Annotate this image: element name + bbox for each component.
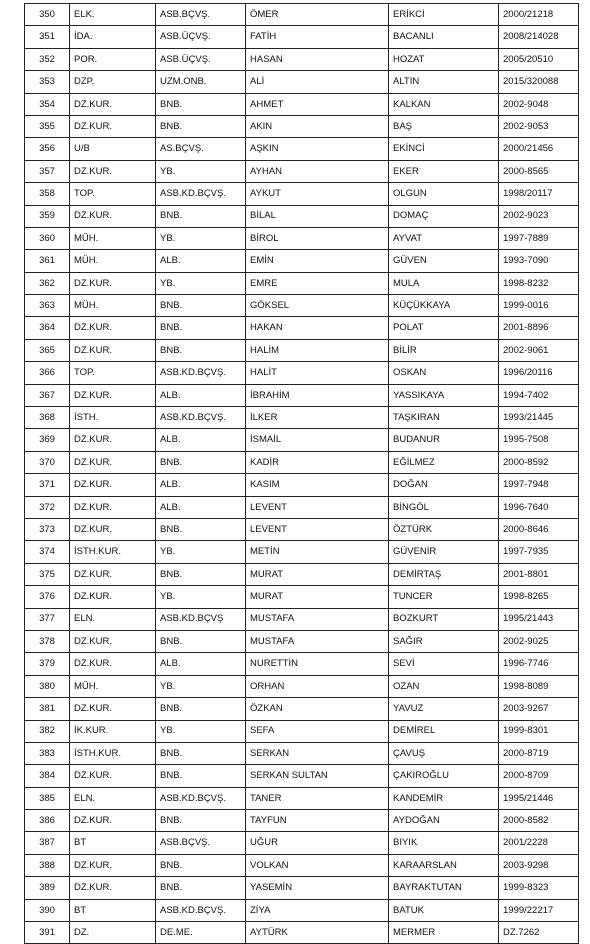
first-name-cell: ÖZKAN	[246, 698, 389, 720]
table-row	[25, 854, 579, 876]
row-number-cell: 377	[25, 608, 70, 630]
first-name-cell: NURETTİN	[246, 653, 389, 675]
registry-number-cell: 2005/20510	[499, 48, 579, 70]
personnel-table	[24, 3, 579, 944]
rank-cell: BNB.	[156, 451, 246, 473]
unit-cell: DZ.KUR.	[70, 317, 156, 339]
registry-number-cell: 2002-9053	[499, 115, 579, 137]
surname-cell: TAŞKIRAN	[389, 407, 499, 429]
rank-cell: ASB.BÇVŞ.	[156, 832, 246, 854]
rank-cell: ALB.	[156, 250, 246, 272]
row-number-cell: 384	[25, 765, 70, 787]
first-name-cell: SERKAN SULTAN	[246, 765, 389, 787]
row-number-cell: 389	[25, 877, 70, 899]
row-number-cell: 371	[25, 474, 70, 496]
rank-cell: ALB.	[156, 496, 246, 518]
row-number-cell: 370	[25, 451, 70, 473]
first-name-cell: HAKAN	[246, 317, 389, 339]
unit-cell: POR.	[70, 48, 156, 70]
unit-cell: İSTH.KUR.	[70, 742, 156, 764]
row-number-cell: 382	[25, 720, 70, 742]
surname-cell: ÇAVUŞ	[389, 742, 499, 764]
table-row	[25, 362, 579, 384]
first-name-cell: METİN	[246, 541, 389, 563]
table-row	[25, 586, 579, 608]
first-name-cell: VOLKAN	[246, 854, 389, 876]
unit-cell: BT	[70, 832, 156, 854]
registry-number-cell: 2002-9023	[499, 205, 579, 227]
first-name-cell: HASAN	[246, 48, 389, 70]
registry-number-cell: 1999-8323	[499, 877, 579, 899]
rank-cell: YB.	[156, 160, 246, 182]
surname-cell: BİLİR	[389, 339, 499, 361]
surname-cell: KANDEMİR	[389, 787, 499, 809]
rank-cell: BNB.	[156, 563, 246, 585]
row-number-cell: 376	[25, 586, 70, 608]
first-name-cell: MURAT	[246, 563, 389, 585]
unit-cell: DZ.	[70, 922, 156, 944]
row-number-cell: 385	[25, 787, 70, 809]
table-row	[25, 295, 579, 317]
unit-cell: İSTH.	[70, 407, 156, 429]
row-number-cell: 378	[25, 630, 70, 652]
surname-cell: EKİNCİ	[389, 138, 499, 160]
registry-number-cell: 2001/2228	[499, 832, 579, 854]
registry-number-cell: 1999/22217	[499, 899, 579, 921]
unit-cell: DZ.KUR.	[70, 698, 156, 720]
unit-cell: İSTH.KUR.	[70, 541, 156, 563]
row-number-cell: 387	[25, 832, 70, 854]
surname-cell: BOZKURT	[389, 608, 499, 630]
registry-number-cell: 1993/21445	[499, 407, 579, 429]
registry-number-cell: 1999-0016	[499, 295, 579, 317]
surname-cell: DEMİRTAŞ	[389, 563, 499, 585]
table-row	[25, 407, 579, 429]
first-name-cell: BİLAL	[246, 205, 389, 227]
table-row	[25, 922, 579, 944]
table-row	[25, 384, 579, 406]
row-number-cell: 381	[25, 698, 70, 720]
rank-cell: YB.	[156, 675, 246, 697]
unit-cell: DZ.KUR.	[70, 339, 156, 361]
surname-cell: YAVUZ	[389, 698, 499, 720]
rank-cell: ASB.KD.BÇVŞ.	[156, 787, 246, 809]
row-number-cell: 363	[25, 295, 70, 317]
registry-number-cell: 1997-7948	[499, 474, 579, 496]
registry-number-cell: 1995-7508	[499, 429, 579, 451]
unit-cell: DZ.KUR.	[70, 451, 156, 473]
table-row	[25, 48, 579, 70]
registry-number-cell: 1998-8265	[499, 586, 579, 608]
unit-cell: U/B	[70, 138, 156, 160]
surname-cell: ERİKCİ	[389, 4, 499, 26]
row-number-cell: 383	[25, 742, 70, 764]
first-name-cell: KADİR	[246, 451, 389, 473]
table-row	[25, 474, 579, 496]
registry-number-cell: 2002-9025	[499, 630, 579, 652]
row-number-cell: 368	[25, 407, 70, 429]
surname-cell: KALKAN	[389, 93, 499, 115]
row-number-cell: 351	[25, 26, 70, 48]
registry-number-cell: 1995/21446	[499, 787, 579, 809]
unit-cell: DZ.KUR.	[70, 474, 156, 496]
row-number-cell: 365	[25, 339, 70, 361]
row-number-cell: 386	[25, 810, 70, 832]
unit-cell: DZ.KUR.	[70, 272, 156, 294]
first-name-cell: İLKER	[246, 407, 389, 429]
registry-number-cell: 2002-9061	[499, 339, 579, 361]
unit-cell: ELN.	[70, 608, 156, 630]
table-row	[25, 183, 579, 205]
surname-cell: OSKAN	[389, 362, 499, 384]
unit-cell: MÜH.	[70, 227, 156, 249]
unit-cell: DZ.KUR.	[70, 854, 156, 876]
first-name-cell: AŞKIN	[246, 138, 389, 160]
rank-cell: ALB.	[156, 474, 246, 496]
rank-cell: ASB.KD.BÇVŞ.	[156, 362, 246, 384]
unit-cell: ELK.	[70, 4, 156, 26]
surname-cell: BİNGÖL	[389, 496, 499, 518]
unit-cell: DZ.KUR.	[70, 810, 156, 832]
first-name-cell: KASIM	[246, 474, 389, 496]
table-row	[25, 93, 579, 115]
unit-cell: DZ.KUR.	[70, 384, 156, 406]
rank-cell: BNB.	[156, 810, 246, 832]
rank-cell: YB.	[156, 227, 246, 249]
first-name-cell: MUSTAFA	[246, 630, 389, 652]
row-number-cell: 366	[25, 362, 70, 384]
surname-cell: BAŞ	[389, 115, 499, 137]
unit-cell: DZ.KUR.	[70, 653, 156, 675]
table-row	[25, 138, 579, 160]
registry-number-cell: 2000-8565	[499, 160, 579, 182]
surname-cell: BACANLI	[389, 26, 499, 48]
table-row	[25, 250, 579, 272]
rank-cell: YB.	[156, 720, 246, 742]
surname-cell: DEMİREL	[389, 720, 499, 742]
surname-cell: BUDANUR	[389, 429, 499, 451]
rank-cell: UZM.ONB.	[156, 71, 246, 93]
rank-cell: YB.	[156, 541, 246, 563]
table-row	[25, 115, 579, 137]
surname-cell: DOMAÇ	[389, 205, 499, 227]
surname-cell: BATUK	[389, 899, 499, 921]
registry-number-cell: 1994-7402	[499, 384, 579, 406]
surname-cell: AYVAT	[389, 227, 499, 249]
first-name-cell: ZİYA	[246, 899, 389, 921]
surname-cell: AYDOĞAN	[389, 810, 499, 832]
first-name-cell: TAYFUN	[246, 810, 389, 832]
first-name-cell: BİROL	[246, 227, 389, 249]
table-row	[25, 272, 579, 294]
surname-cell: SAĞIR	[389, 630, 499, 652]
first-name-cell: HALİM	[246, 339, 389, 361]
registry-number-cell: 2000-8719	[499, 742, 579, 764]
surname-cell: SEVİ	[389, 653, 499, 675]
row-number-cell: 350	[25, 4, 70, 26]
table-row	[25, 742, 579, 764]
first-name-cell: HALİT	[246, 362, 389, 384]
rank-cell: ALB.	[156, 429, 246, 451]
table-row	[25, 541, 579, 563]
rank-cell: DE.ME.	[156, 922, 246, 944]
surname-cell: DOĞAN	[389, 474, 499, 496]
unit-cell: DZ.KUR.	[70, 630, 156, 652]
row-number-cell: 353	[25, 71, 70, 93]
row-number-cell: 357	[25, 160, 70, 182]
rank-cell: ASB.ÜÇVŞ.	[156, 48, 246, 70]
first-name-cell: ORHAN	[246, 675, 389, 697]
registry-number-cell: 1996-7640	[499, 496, 579, 518]
rank-cell: BNB.	[156, 698, 246, 720]
first-name-cell: YASEMİN	[246, 877, 389, 899]
registry-number-cell: 2001-8801	[499, 563, 579, 585]
registry-number-cell: 1998-8089	[499, 675, 579, 697]
table-row	[25, 675, 579, 697]
row-number-cell: 358	[25, 183, 70, 205]
unit-cell: DZ.KUR.	[70, 429, 156, 451]
row-number-cell: 390	[25, 899, 70, 921]
registry-number-cell: 1996/20116	[499, 362, 579, 384]
row-number-cell: 360	[25, 227, 70, 249]
surname-cell: BAYRAKTUTAN	[389, 877, 499, 899]
registry-number-cell: 1996-7746	[499, 653, 579, 675]
rank-cell: AS.BÇVŞ.	[156, 138, 246, 160]
rank-cell: BNB.	[156, 877, 246, 899]
registry-number-cell: 2015/320088	[499, 71, 579, 93]
table-row	[25, 832, 579, 854]
unit-cell: DZ.KUR.	[70, 93, 156, 115]
rank-cell: BNB.	[156, 295, 246, 317]
surname-cell: EĞİLMEZ	[389, 451, 499, 473]
first-name-cell: SERKAN	[246, 742, 389, 764]
unit-cell: DZ.KUR.	[70, 160, 156, 182]
surname-cell: BIYIK	[389, 832, 499, 854]
registry-number-cell: 2003-9267	[499, 698, 579, 720]
row-number-cell: 359	[25, 205, 70, 227]
row-number-cell: 372	[25, 496, 70, 518]
surname-cell: GÜVENİR	[389, 541, 499, 563]
table-row	[25, 720, 579, 742]
unit-cell: MÜH.	[70, 250, 156, 272]
table-row	[25, 810, 579, 832]
first-name-cell: ALİ	[246, 71, 389, 93]
first-name-cell: TANER	[246, 787, 389, 809]
registry-number-cell: 2000-8709	[499, 765, 579, 787]
table-row	[25, 563, 579, 585]
surname-cell: KARAARSLAN	[389, 854, 499, 876]
unit-cell: MÜH.	[70, 295, 156, 317]
table-row	[25, 698, 579, 720]
unit-cell: DZ.KUR.	[70, 765, 156, 787]
table-row	[25, 899, 579, 921]
unit-cell: DZ.KUR.	[70, 115, 156, 137]
surname-cell: OLGUN	[389, 183, 499, 205]
first-name-cell: MUSTAFA	[246, 608, 389, 630]
rank-cell: ASB.ÜÇVŞ.	[156, 26, 246, 48]
row-number-cell: 373	[25, 518, 70, 540]
first-name-cell: FATİH	[246, 26, 389, 48]
surname-cell: ÇAKIROĞLU	[389, 765, 499, 787]
table-row	[25, 653, 579, 675]
table-row	[25, 630, 579, 652]
rank-cell: YB.	[156, 272, 246, 294]
table-row	[25, 518, 579, 540]
row-number-cell: 352	[25, 48, 70, 70]
rank-cell: ASB.KD.BÇVŞ.	[156, 407, 246, 429]
row-number-cell: 375	[25, 563, 70, 585]
table-row	[25, 787, 579, 809]
first-name-cell: İSMAİL	[246, 429, 389, 451]
surname-cell: HOZAT	[389, 48, 499, 70]
surname-cell: EKER	[389, 160, 499, 182]
rank-cell: BNB.	[156, 854, 246, 876]
row-number-cell: 362	[25, 272, 70, 294]
row-number-cell: 391	[25, 922, 70, 944]
table-row	[25, 608, 579, 630]
first-name-cell: UĞUR	[246, 832, 389, 854]
rank-cell: ASB.KD.BÇVŞ.	[156, 899, 246, 921]
rank-cell: BNB.	[156, 205, 246, 227]
surname-cell: MERMER	[389, 922, 499, 944]
table-row	[25, 71, 579, 93]
rank-cell: BNB.	[156, 742, 246, 764]
table-body	[25, 4, 579, 944]
registry-number-cell: 2002-9048	[499, 93, 579, 115]
surname-cell: KÜÇÜKKAYA	[389, 295, 499, 317]
surname-cell: ÖZTÜRK	[389, 518, 499, 540]
first-name-cell: EMRE	[246, 272, 389, 294]
table-row	[25, 765, 579, 787]
rank-cell: BNB.	[156, 93, 246, 115]
registry-number-cell: 1998/20117	[499, 183, 579, 205]
unit-cell: ELN.	[70, 787, 156, 809]
unit-cell: DZ.KUR.	[70, 205, 156, 227]
first-name-cell: ÖMER	[246, 4, 389, 26]
registry-number-cell: 2000/21456	[499, 138, 579, 160]
table-row	[25, 317, 579, 339]
rank-cell: BNB.	[156, 115, 246, 137]
first-name-cell: EMİN	[246, 250, 389, 272]
row-number-cell: 369	[25, 429, 70, 451]
unit-cell: İK.KUR.	[70, 720, 156, 742]
surname-cell: POLAT	[389, 317, 499, 339]
first-name-cell: AHMET	[246, 93, 389, 115]
table-row	[25, 496, 579, 518]
unit-cell: DZ.KUR.	[70, 877, 156, 899]
surname-cell: TUNCER	[389, 586, 499, 608]
table-row	[25, 451, 579, 473]
row-number-cell: 364	[25, 317, 70, 339]
rank-cell: YB.	[156, 586, 246, 608]
first-name-cell: İBRAHİM	[246, 384, 389, 406]
first-name-cell: AKIN	[246, 115, 389, 137]
unit-cell: DZ.KUR.	[70, 496, 156, 518]
registry-number-cell: 2000-8582	[499, 810, 579, 832]
rank-cell: ASB.KD.BÇVŞ.	[156, 183, 246, 205]
rank-cell: ALB.	[156, 653, 246, 675]
first-name-cell: AYKUT	[246, 183, 389, 205]
first-name-cell: AYTÜRK	[246, 922, 389, 944]
row-number-cell: 374	[25, 541, 70, 563]
unit-cell: MÜH.	[70, 675, 156, 697]
unit-cell: DZ.KUR.	[70, 563, 156, 585]
rank-cell: BNB.	[156, 765, 246, 787]
first-name-cell: LEVENT	[246, 496, 389, 518]
first-name-cell: AYHAN	[246, 160, 389, 182]
row-number-cell: 380	[25, 675, 70, 697]
row-number-cell: 354	[25, 93, 70, 115]
unit-cell: İDA.	[70, 26, 156, 48]
unit-cell: TOP.	[70, 183, 156, 205]
table-row	[25, 429, 579, 451]
row-number-cell: 367	[25, 384, 70, 406]
unit-cell: DZP.	[70, 71, 156, 93]
first-name-cell: GÖKSEL	[246, 295, 389, 317]
table-row	[25, 877, 579, 899]
table-row	[25, 205, 579, 227]
registry-number-cell: DZ.7262	[499, 922, 579, 944]
unit-cell: BT	[70, 899, 156, 921]
table-row	[25, 339, 579, 361]
registry-number-cell: 1997-7889	[499, 227, 579, 249]
table-row	[25, 227, 579, 249]
rank-cell: ALB.	[156, 384, 246, 406]
registry-number-cell: 1995/21443	[499, 608, 579, 630]
registry-number-cell: 2000-8646	[499, 518, 579, 540]
registry-number-cell: 2001-8896	[499, 317, 579, 339]
table-row	[25, 4, 579, 26]
rank-cell: BNB.	[156, 630, 246, 652]
surname-cell: YASSIKAYA	[389, 384, 499, 406]
rank-cell: BNB.	[156, 339, 246, 361]
row-number-cell: 355	[25, 115, 70, 137]
unit-cell: DZ.KUR.	[70, 586, 156, 608]
registry-number-cell: 1999-8301	[499, 720, 579, 742]
surname-cell: GÜVEN	[389, 250, 499, 272]
rank-cell: ASB.KD.BÇVŞ	[156, 608, 246, 630]
surname-cell: MULA	[389, 272, 499, 294]
surname-cell: ALTIN	[389, 71, 499, 93]
table-row	[25, 26, 579, 48]
registry-number-cell: 2008/214028	[499, 26, 579, 48]
first-name-cell: LEVENT	[246, 518, 389, 540]
row-number-cell: 356	[25, 138, 70, 160]
rank-cell: BNB.	[156, 317, 246, 339]
registry-number-cell: 1998-8232	[499, 272, 579, 294]
surname-cell: OZAN	[389, 675, 499, 697]
first-name-cell: MURAT	[246, 586, 389, 608]
registry-number-cell: 1993-7090	[499, 250, 579, 272]
rank-cell: ASB.BÇVŞ.	[156, 4, 246, 26]
registry-number-cell: 2003-9298	[499, 854, 579, 876]
row-number-cell: 388	[25, 854, 70, 876]
row-number-cell: 361	[25, 250, 70, 272]
table-row	[25, 160, 579, 182]
unit-cell: DZ.KUR.	[70, 518, 156, 540]
registry-number-cell: 2000/21218	[499, 4, 579, 26]
row-number-cell: 379	[25, 653, 70, 675]
first-name-cell: SEFA	[246, 720, 389, 742]
unit-cell: TOP.	[70, 362, 156, 384]
rank-cell: BNB.	[156, 518, 246, 540]
registry-number-cell: 1997-7935	[499, 541, 579, 563]
registry-number-cell: 2000-8592	[499, 451, 579, 473]
